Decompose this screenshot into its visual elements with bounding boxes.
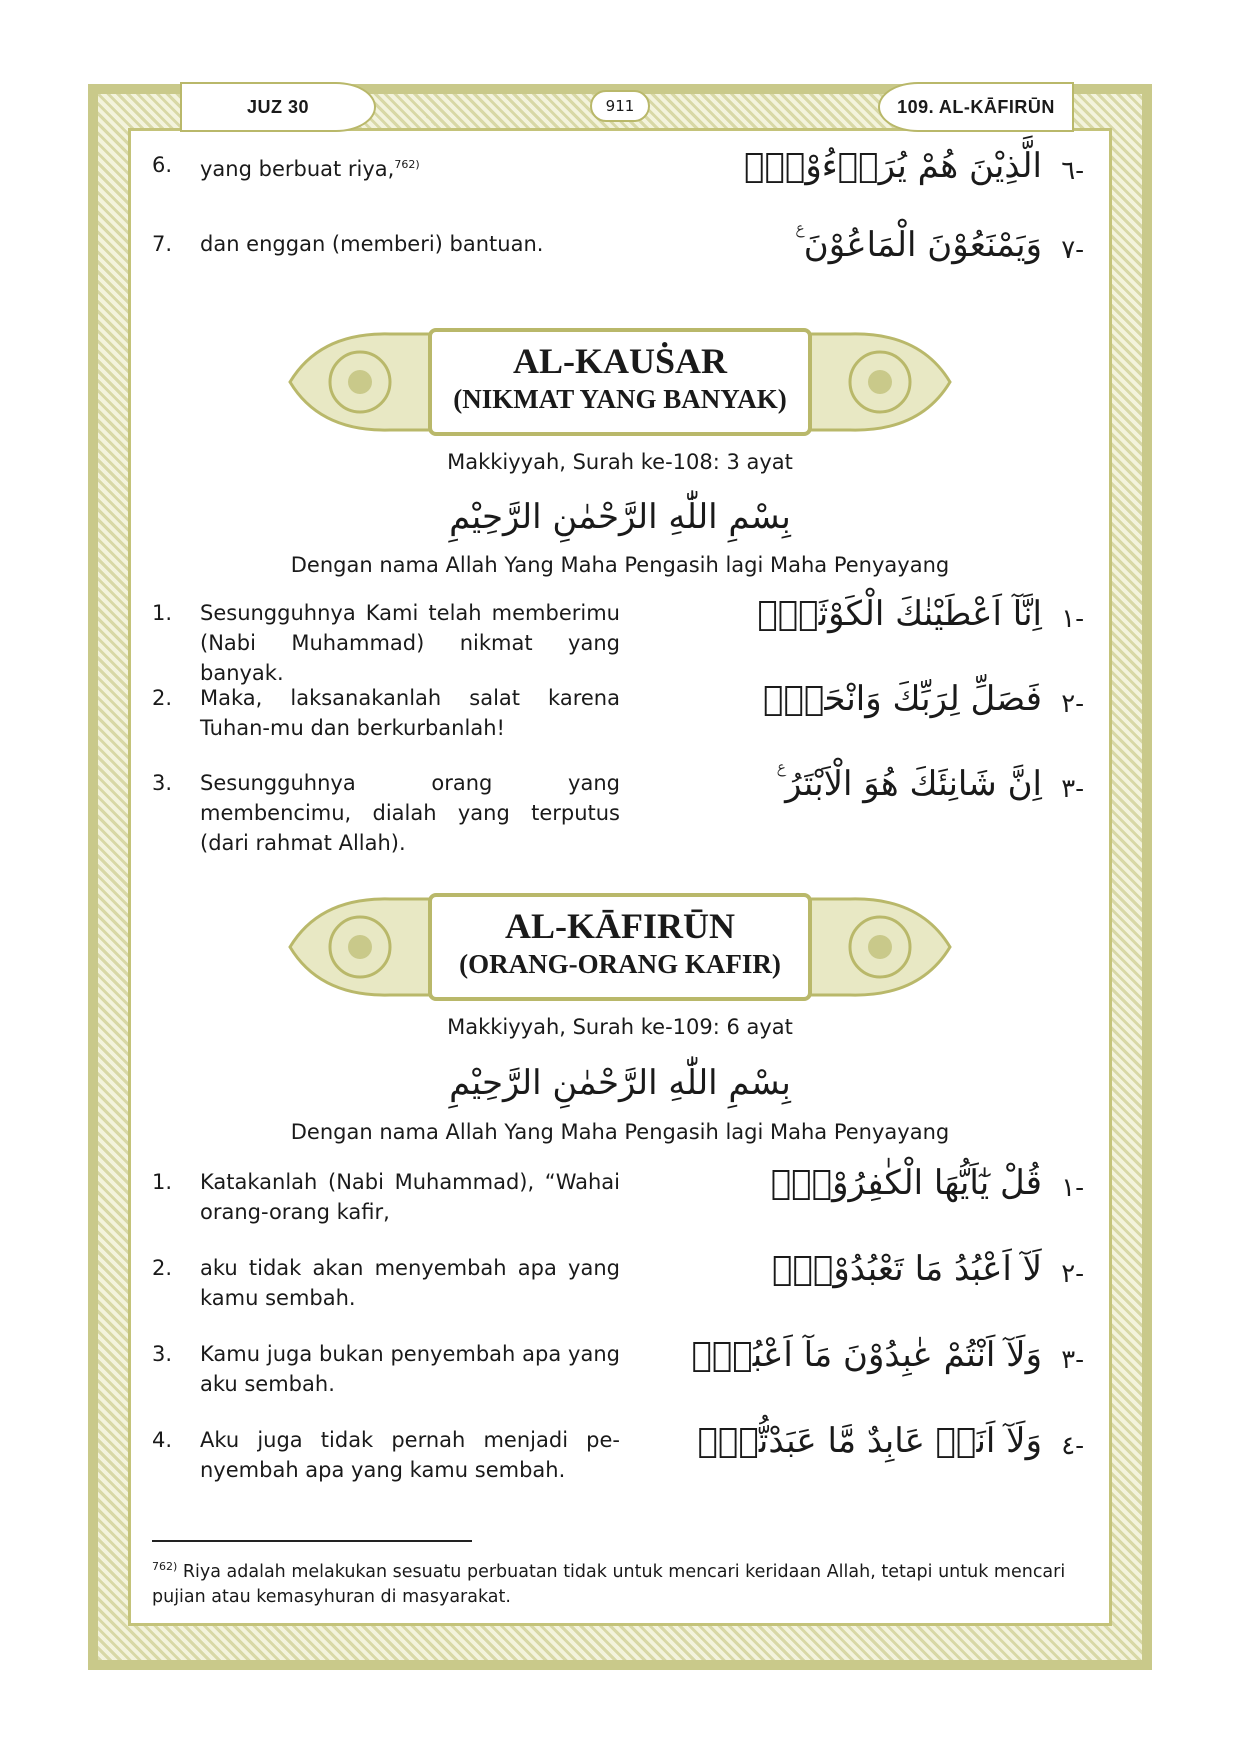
- basmala: بِسْمِ اللّٰهِ الرَّحْمٰنِ الرَّحِيْمِ: [449, 497, 791, 537]
- surah-subtitle: (NIKMAT YANG BANYAK): [453, 384, 787, 414]
- footnote-marker: 762): [152, 1560, 178, 1573]
- surah-subtitle: (ORANG-ORANG KAFIR): [459, 949, 781, 979]
- verse-arabic: اِنَّ شَانِئَكَ هُوَ الْاَبْتَرُ ࣖ: [776, 764, 1042, 804]
- footnote-text: Riya adalah melakukan sesuatu perbuatan tidak untuk mencari keridaan Allah, tetapi untuk mencari pujian atau kemasyhuran di masyarakat.: [152, 1561, 1066, 1607]
- verse-arabic: وَلَآ اَنْتُمْ عٰبِدُوْنَ مَآ اَعْبُدُۚ: [691, 1335, 1042, 1375]
- verse-arabic-number: ٧-: [1061, 235, 1084, 265]
- verse-row: [152, 1163, 1092, 1227]
- verse-translation: dan enggan (memberi) bantuan.: [200, 232, 544, 256]
- verse-arabic-number: ١-: [1061, 604, 1084, 634]
- verse-translation: Sesungguhnya Kami telah memberimu (Nabi Muhammad) nikmat yang banyak.: [200, 601, 620, 685]
- verse-arabic-number: ٣-: [1061, 774, 1084, 804]
- surah-info: Makkiyyah, Surah ke-108: 3 ayat: [447, 450, 793, 474]
- basmala-translation: Dengan nama Allah Yang Maha Pengasih lagi Maha Penyayang: [290, 553, 950, 577]
- verse-row: [152, 764, 1092, 855]
- verse-translation: Aku juga tidak pernah menjadi pe-nyembah apa yang kamu sembah.: [200, 1428, 620, 1482]
- verse-arabic: الَّذِيْنَ هُمْ يُرَاۤءُوْنَۙ: [744, 146, 1042, 186]
- surah-title: AL-KAUṠAR: [512, 341, 727, 381]
- verse-translation: Kamu juga bukan penyembah apa yang aku sembah.: [200, 1342, 620, 1396]
- footnote-ref: 762): [394, 158, 420, 171]
- verse-arabic-number: ٣-: [1061, 1345, 1084, 1375]
- verse-number: 1.: [152, 1170, 173, 1194]
- verse-number: 2.: [152, 686, 173, 710]
- verse-row: [152, 1421, 1092, 1485]
- verse-arabic-number: ١-: [1061, 1173, 1084, 1203]
- verse-row: [152, 1249, 1092, 1313]
- verse-number: 1.: [152, 601, 173, 625]
- verse-translation: Katakanlah (Nabi Muhammad), “Wahai orang-orang kafir,: [200, 1170, 620, 1224]
- verse-arabic-number: ٢-: [1061, 689, 1084, 719]
- verse-row: [152, 594, 1092, 685]
- verse-arabic: وَيَمْنَعُوْنَ الْمَاعُوْنَ ࣖ: [795, 225, 1042, 265]
- verse-arabic: اِنَّآ اَعْطَيْنٰكَ الْكَوْثَرَۗ: [757, 594, 1042, 634]
- surah-header-label: 109. AL-KĀFIRŪN: [878, 82, 1074, 132]
- verse-arabic: لَآ اَعْبُدُ مَا تَعْبُدُوْنَۙ: [772, 1249, 1042, 1289]
- footnote: [152, 1554, 1087, 1610]
- verse-arabic-number: ٢-: [1061, 1259, 1084, 1289]
- footnote-divider: [152, 1540, 472, 1542]
- juz-label: JUZ 30: [180, 82, 376, 132]
- verse-number: 3.: [152, 771, 173, 795]
- verse-number: 7.: [152, 232, 173, 256]
- verse-arabic-number: ٤-: [1061, 1431, 1084, 1461]
- surah-info: Makkiyyah, Surah ke-109: 6 ayat: [447, 1015, 793, 1039]
- surah-title-banner: [280, 322, 960, 442]
- basmala: بِسْمِ اللّٰهِ الرَّحْمٰنِ الرَّحِيْمِ: [449, 1063, 791, 1103]
- verse-translation: Maka, laksanakanlah salat karena Tuhan-mu dan berkurbanlah!: [200, 686, 620, 740]
- verse-translation: aku tidak akan menyembah apa yang kamu sembah.: [200, 1256, 620, 1310]
- verse-arabic: فَصَلِّ لِرَبِّكَ وَانْحَرْۗ: [763, 679, 1042, 719]
- verse-row: [152, 679, 1092, 743]
- verse-translation: Sesungguhnya orang yang membencimu, dialah yang terputus (dari rahmat Allah).: [200, 771, 620, 855]
- verse-translation: yang berbuat riya,$^{762)}$: [200, 157, 420, 181]
- verse-row: [152, 225, 1092, 289]
- page-number: 911: [590, 90, 650, 122]
- verse-row: [152, 146, 1092, 210]
- surah-title-banner: [280, 887, 960, 1007]
- verse-arabic-number: ٦-: [1061, 156, 1084, 186]
- verse-number: 4.: [152, 1428, 173, 1452]
- verse-row: [152, 1335, 1092, 1399]
- verse-number: 2.: [152, 1256, 173, 1280]
- surah-title: AL-KĀFIRŪN: [505, 906, 735, 946]
- verse-number: 6.: [152, 153, 173, 177]
- verse-arabic: وَلَآ اَنَا۠ عَابِدٌ مَّا عَبَدْتُّمْۙ: [697, 1421, 1042, 1461]
- verse-number: 3.: [152, 1342, 173, 1366]
- verse-arabic: قُلْ يٰٓاَيُّهَا الْكٰفِرُوْنَۙ: [770, 1163, 1042, 1203]
- basmala-translation: Dengan nama Allah Yang Maha Pengasih lagi Maha Penyayang: [290, 1120, 950, 1144]
